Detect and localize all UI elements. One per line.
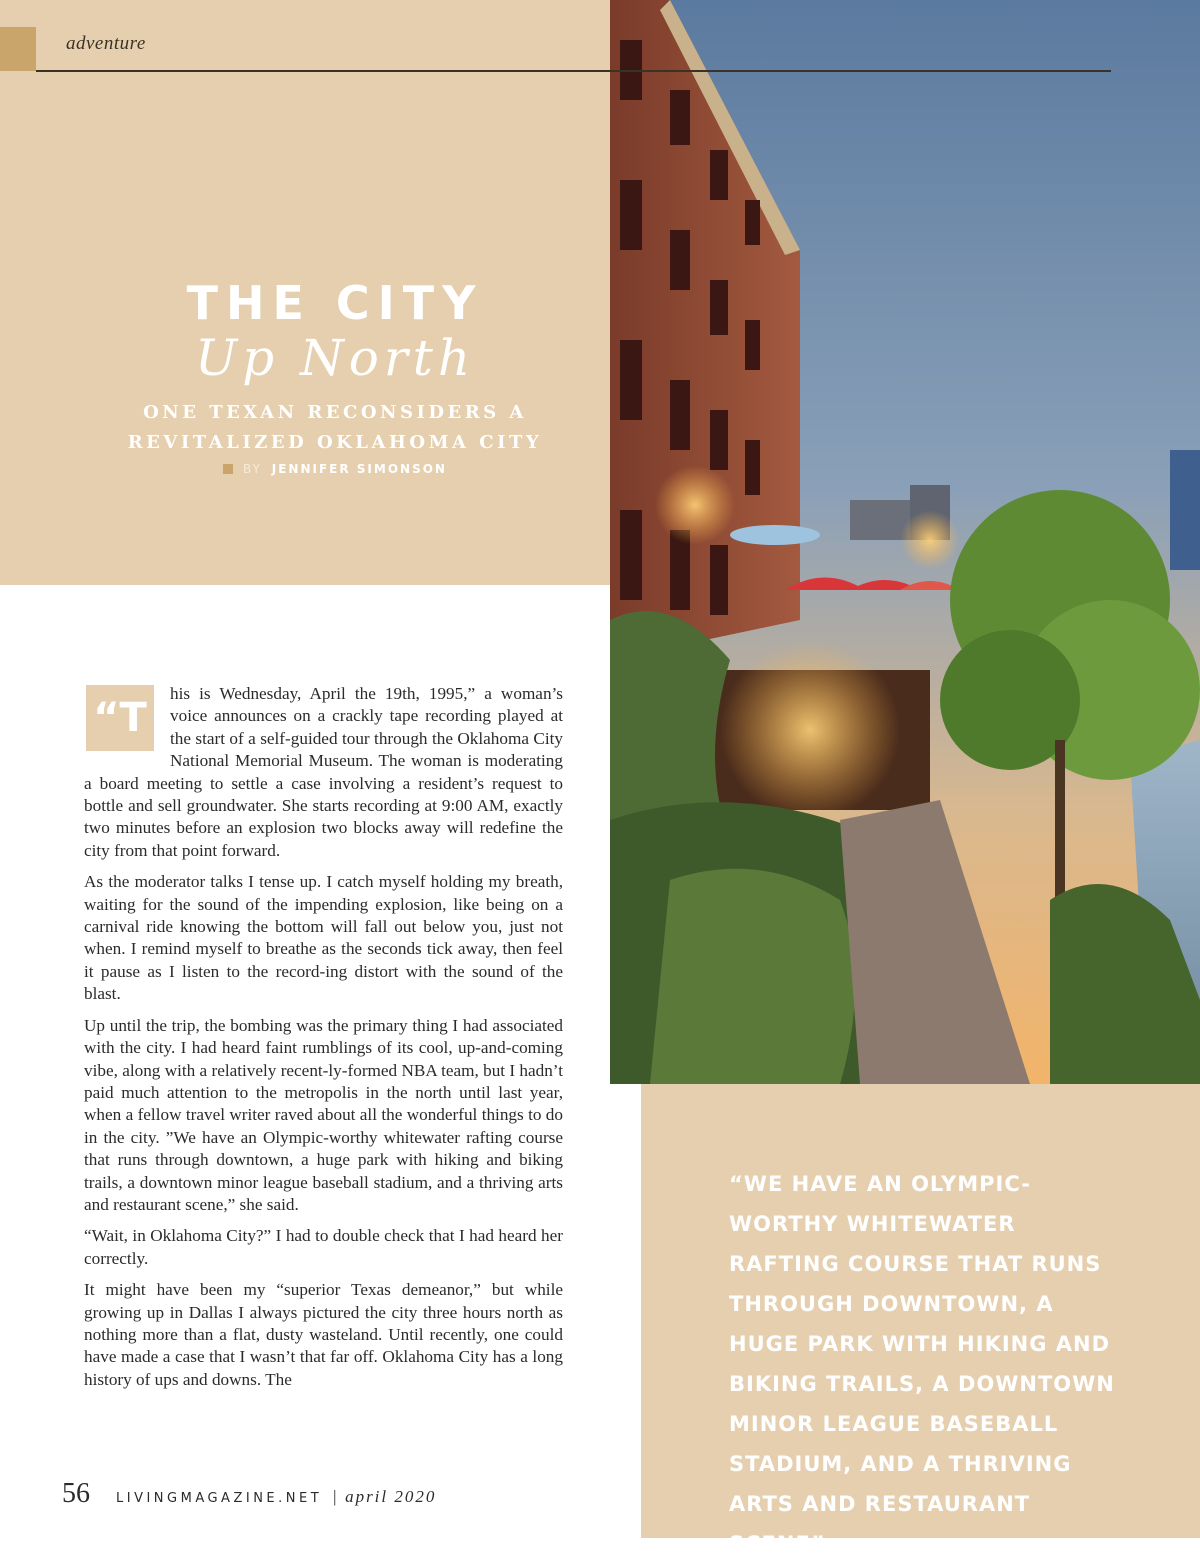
section-tab-marker [0,27,36,71]
byline-square-icon [223,464,233,474]
riverwalk-photo [610,0,1200,1084]
subtitle-line-2: REVITALIZED OKLAHOMA CITY [127,432,543,453]
subtitle-line-1: ONE TEXAN RECONSIDERS A [143,402,527,423]
body-paragraph: It might have been my “superior Texas demeanor,” but while growing up in Dallas I always pictured the city three hours north as nothing more than a flat, dusty wasteland. Until recently, one could have made a case that I wasn’t that far off. Oklahoma City has a long history of ups and downs. The [84,1280,563,1389]
paragraph-text: his is Wednesday, April the 19th, 1995,” a woman’s voice announces on a crackly tape recording played at the start of a self-guided tour through the Oklahoma City National Memorial Museum. The woman is moderating a board meeting to settle a case involving a resident’s request to bottle and sell groundwater. She starts recording at 9:00 AM, exactly two minutes before an explosion two blocks away will redefine the city from that point forward. [84,684,563,860]
byline [0,462,670,476]
body-paragraph: As the moderator talks I tense up. I catch myself holding my breath, waiting for the sound of the impending explosion, like being on a carnival ride knowing the bottom will fall out below you, just not when. I remind myself to breathe as the seconds tick away, then feel it pause as I listen to the record-ing distort with the sound of the blast. [84,872,563,1004]
page-footer [62,1478,436,1514]
body-paragraph [84,683,563,862]
issue-date: | april 2020 [332,1487,437,1506]
page-number: 56 [62,1478,90,1509]
body-paragraph: Up until the trip, the bombing was the primary thing I had associated with the city. I had heard faint rumblings of its cool, up-and-coming vibe, along with a relatively recent-ly-formed NBA team, but I hadn’t paid much attention to the metropolis in the north until last year, when a fellow travel writer raved about all the wonderful things to do in the city. ”We have an Olympic-worthy whitewater rafting course that runs through downtown, a huge park with hiking and biking trails, a downtown minor league baseball stadium, and a thriving arts and restaurant scene,” she said. [84,1015,563,1214]
title-main: THE CITY [186,276,484,330]
pull-quote: “WE HAVE AN OLYMPIC-WORTHY WHITEWATER RAFTING COURSE THAT RUNS THROUGH DOWNTOWN, A HUGE PARK WITH HIKING AND BIKING TRAILS, A DOWNTOWN MINOR LEAGUE BASEBALL STADIUM, AND A THRIVING ARTS AND RESTAURANT SCENE” [729,1172,1115,1556]
byline-prefix: BY [243,462,262,476]
article-title [0,275,670,385]
header-rule [36,70,1111,72]
article-body [84,683,563,1400]
byline-author: JENNIFER SIMONSON [271,462,447,476]
drop-cap: “T [86,685,154,751]
pull-quote-panel [641,1084,1200,1556]
site-name: LIVINGMAGAZINE.NET [116,1491,323,1506]
body-paragraph: “Wait, in Oklahoma City?” I had to double check that I had heard her correctly. [84,1226,563,1268]
section-label: adventure [66,33,146,54]
article-subtitle [0,398,670,458]
title-script: Up North [194,329,476,387]
